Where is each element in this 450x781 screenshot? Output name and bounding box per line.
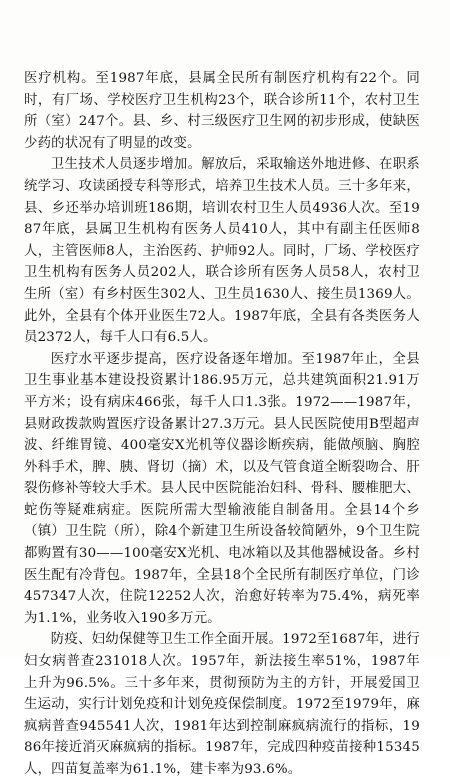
paragraph-epidemic-prevention: 防疫、妇幼保健等卫生工作全面开展。1972至1687年，进行妇女病普查231018人次。1957年，新法接生率51%，1987年上升为96.5%。三十多年来，贯彻预防为主的方针，开展爱国卫生运动，实行计划免疫和计划免疫保偿制度。1972至1979年，麻疯病普查945541人次，1981年达到控制麻疯病流行的指标，1986年接近消灭麻疯病的指标。1987年，完成四种疫苗接种15345人，四苗复盖率为61.1%，建卡率为93.6%。 [24,632,420,777]
paragraph-medical-institutions: 医疗机构。至1987年底，县属全民所有制医疗机构有22个。同时，有厂场、学校医疗卫生机构23个，联合诊所11个，农村卫生所（室）247个。县、乡、村三级医疗卫生网的初步形成，使缺医少药的状况有了明显的改变。 [24,71,420,151]
paragraph-medical-level-equipment: 医疗水平逐步提高，医疗设备逐年增加。至1987年止，全县卫生事业基本建设投资累计186.95万元，总共建筑面积21.91万平方米；设有病床466张，每千人口1.3张。1972——1987年，县财政拨款购置医疗设备累计27.3万元。县人民医院使用B型超声波、纤维胃镜、400毫安X光机等仪器诊断疾病，能做颅脑、胸腔外科手术，脾、胰、肾切（摘）术，以及气管食道全断裂吻合、肝裂伤修补等较大手术。县人民中医院能治妇科、骨科、腰椎肥大、蛇伤等疑难病症。医院所需大型输液能自制备用。全县14个乡（镇）卫生院（所），除4个新建卫生所设备较简陋外，9个卫生院都购置有30——100毫安X光机、电冰箱以及其他器械设备。乡村医生配有冷背包。1987年，全县18个全民所有制医疗单位，门诊457347人次，住院12252人次，治愈好转率为75.4%，病死率为1.1%，业务收入190多万元。 [24,351,420,626]
paragraph-medical-staff: 卫生技术人员逐步增加。解放后，采取输送外地进修、在职系统学习、攻读函授专科等形式，培养卫生技术人员。三十多年来，县、乡还举办培训班186期，培训农村卫生人员4936人次。至1987年底，县属卫生机构有医务人员410人，其中有副主任医师8人，主管医师8人，主治医药、护师92人。同时，厂场、学校医疗卫生机构有医务人员202人，联合诊所有医务人员58人，农村卫生所（室）有乡村医生302人、卫生员1630人、接生员1369人。此外，全县有个体开业医生72人。1987年底，全县有各类医务人员2372人，每千人口有6.5人。 [24,157,420,346]
body-text [24,68,420,781]
